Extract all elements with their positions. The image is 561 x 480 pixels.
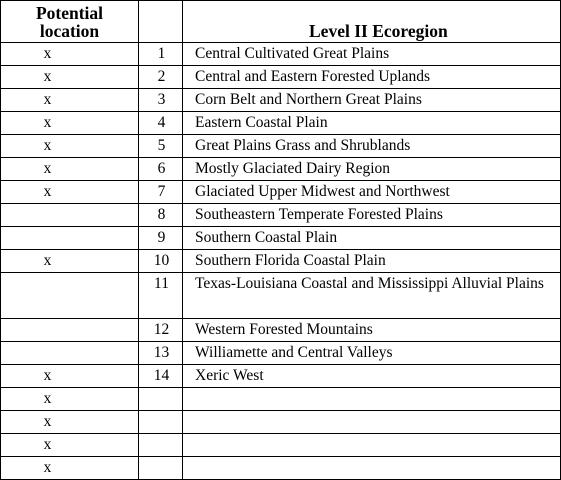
potential-location-header-line1: Potential [35, 2, 104, 23]
table-row [1, 319, 561, 342]
number-cell: 1 [139, 43, 183, 66]
location-cell: x [1, 158, 139, 181]
table-row [1, 457, 561, 480]
ecoregion-cell: Glaciated Upper Midwest and Northwest [183, 181, 561, 204]
ecoregion-cell: Central and Eastern Forested Uplands [183, 66, 561, 89]
table-header-row [1, 1, 561, 43]
number-cell: 6 [139, 158, 183, 181]
ecoregion-cell: Great Plains Grass and Shrublands [183, 135, 561, 158]
location-cell: x [1, 89, 139, 112]
number-cell: 10 [139, 250, 183, 273]
ecoregion-cell: Central Cultivated Great Plains [183, 43, 561, 66]
number-cell: 11 [139, 273, 183, 319]
number-cell [139, 457, 183, 480]
table-row [1, 66, 561, 89]
number-cell: 14 [139, 365, 183, 388]
table-row [1, 250, 561, 273]
location-cell: x [1, 365, 139, 388]
table-row [1, 342, 561, 365]
location-cell: x [1, 411, 139, 434]
number-cell: 3 [139, 89, 183, 112]
ecoregion-cell [183, 388, 561, 411]
number-cell: 7 [139, 181, 183, 204]
location-cell [1, 227, 139, 250]
location-cell: x [1, 181, 139, 204]
location-cell [1, 319, 139, 342]
number-cell [139, 434, 183, 457]
location-cell: x [1, 135, 139, 158]
ecoregion-cell: Williamette and Central Valleys [183, 342, 561, 365]
ecoregion-cell [183, 411, 561, 434]
ecoregion-cell: Western Forested Mountains [183, 319, 561, 342]
number-header [139, 1, 183, 43]
table-row [1, 388, 561, 411]
location-cell: x [1, 434, 139, 457]
table-row [1, 135, 561, 158]
table-row [1, 158, 561, 181]
ecoregion-cell: Mostly Glaciated Dairy Region [183, 158, 561, 181]
table-row [1, 112, 561, 135]
number-cell: 4 [139, 112, 183, 135]
ecoregion-cell [183, 434, 561, 457]
table-row [1, 43, 561, 66]
location-cell: x [1, 43, 139, 66]
ecoregion-cell: Southeastern Temperate Forested Plains [183, 204, 561, 227]
ecoregion-header: Level II Ecoregion [183, 1, 561, 43]
number-cell: 2 [139, 66, 183, 89]
location-cell [1, 273, 139, 319]
ecoregion-cell: Corn Belt and Northern Great Plains [183, 89, 561, 112]
table-row [1, 204, 561, 227]
location-cell: x [1, 388, 139, 411]
location-cell: x [1, 112, 139, 135]
potential-location-header [1, 1, 139, 43]
ecoregion-cell: Southern Florida Coastal Plain [183, 250, 561, 273]
table-row [1, 411, 561, 434]
ecoregion-cell: Eastern Coastal Plain [183, 112, 561, 135]
number-cell: 12 [139, 319, 183, 342]
location-cell: x [1, 457, 139, 480]
table-row [1, 273, 561, 319]
table-row [1, 227, 561, 250]
table-body [1, 43, 561, 480]
location-cell: x [1, 66, 139, 89]
potential-location-header-line2: location [39, 20, 100, 41]
number-cell [139, 388, 183, 411]
table-row [1, 434, 561, 457]
ecoregion-cell: Southern Coastal Plain [183, 227, 561, 250]
table-row [1, 365, 561, 388]
number-cell: 9 [139, 227, 183, 250]
number-cell: 5 [139, 135, 183, 158]
location-cell [1, 204, 139, 227]
location-cell [1, 342, 139, 365]
ecoregion-cell [183, 457, 561, 480]
number-cell: 8 [139, 204, 183, 227]
ecoregion-cell: Xeric West [183, 365, 561, 388]
table-row [1, 89, 561, 112]
table-row [1, 181, 561, 204]
ecoregion-cell: Texas-Louisiana Coastal and Mississippi Alluvial Plains [183, 273, 561, 319]
number-cell: 13 [139, 342, 183, 365]
location-cell: x [1, 250, 139, 273]
number-cell [139, 411, 183, 434]
